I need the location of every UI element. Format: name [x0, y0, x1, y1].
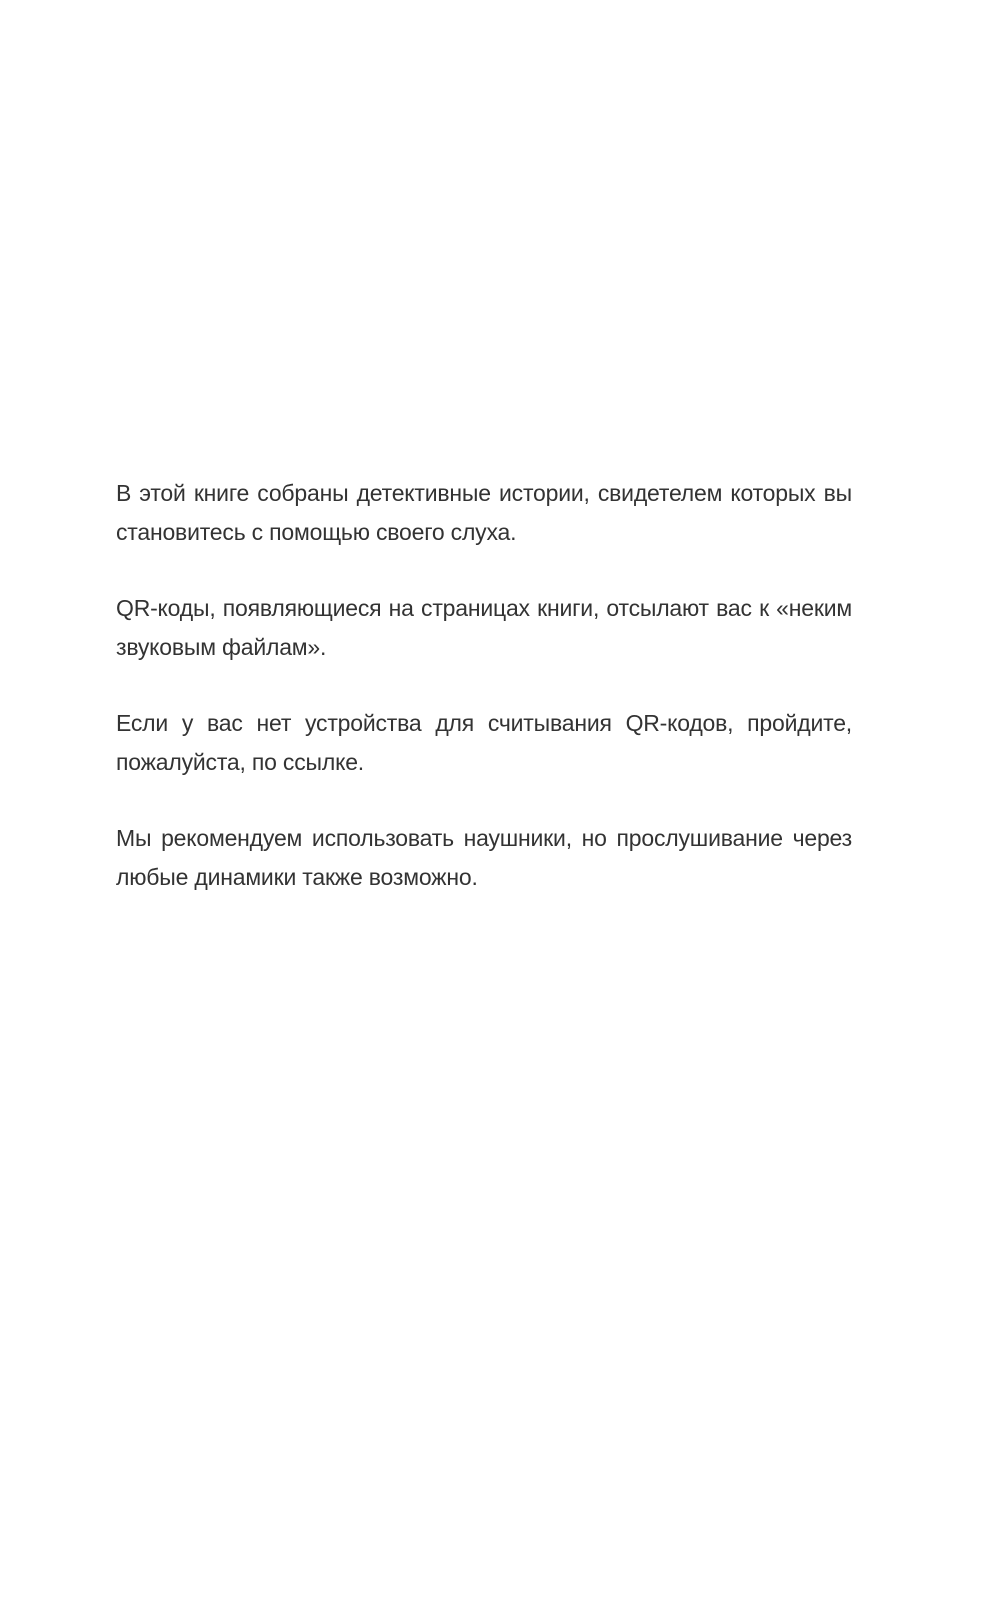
paragraph-headphones: Мы рекомендуем использовать наушники, но прослушивание через любые динамики также возможно. — [116, 825, 852, 890]
paragraph-no-device: Если у вас нет устройства для считывания QR-кодов, пройдите, пожалуйста, по ссылке. — [116, 710, 852, 775]
paragraph-detective-stories: В этой книге собраны детективные истории, свидетелем которых вы становитесь с помощью своего слуха. — [116, 480, 852, 545]
intro-text-block — [116, 474, 852, 897]
paragraph-qr-codes: QR-коды, появляющиеся на страницах книги, отсылают вас к «неким звуковым файлам». — [116, 595, 852, 660]
